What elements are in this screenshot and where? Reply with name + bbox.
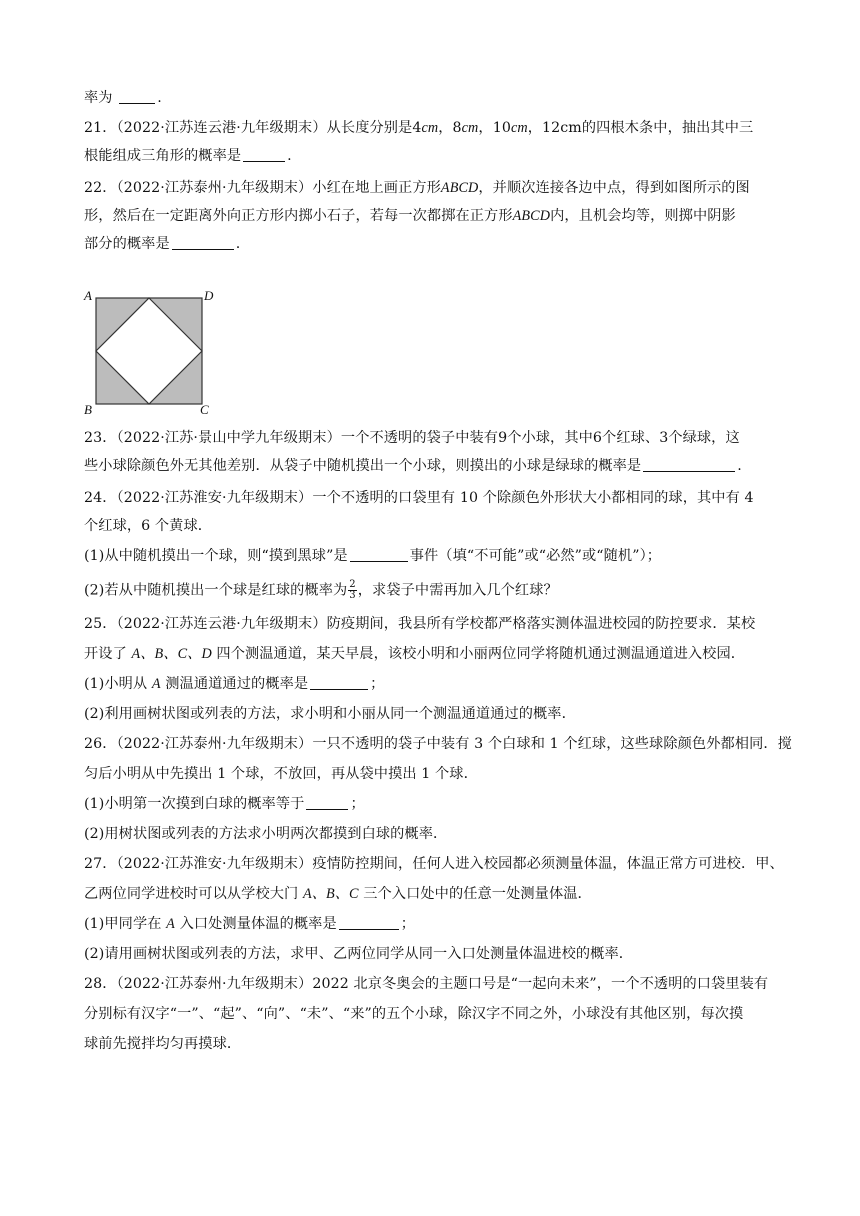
- unit: cm: [461, 120, 479, 136]
- text: ，8: [438, 120, 462, 136]
- question-21-line-2: [84, 146, 784, 166]
- text: .: [157, 90, 162, 106]
- question-28-line-1: [84, 974, 784, 994]
- question-27-line-1: [84, 854, 784, 874]
- text: (1)小明第一次摸到白球的概率等于: [84, 796, 305, 812]
- numerator: 2: [349, 579, 356, 590]
- text: 23．（2022·江苏·景山中学九年级期末）一个不透明的袋子中装有9个小球，其中6个红球、3个绿球，这: [84, 430, 740, 446]
- answer-blank: [243, 147, 285, 162]
- answer-blank: [350, 547, 408, 562]
- question-27-line-2: [84, 884, 784, 904]
- text: (2)利用画树状图或列表的方法，求小明和小丽从同一个测温通道通过的概率．: [84, 706, 576, 722]
- answer-blank: [643, 457, 735, 472]
- text: (1)小明从: [84, 676, 152, 692]
- label-c: C: [200, 402, 209, 417]
- answer-blank: [339, 915, 399, 930]
- text: 22．（2022·江苏泰州·九年级期末）小红在地上画正方形: [84, 180, 441, 196]
- text: 24．（2022·江苏淮安·九年级期末）一个不透明的口袋里有 10 个除颜色外形状大小都相同的球，其中有 4: [84, 490, 754, 506]
- text: 个红球，6 个黄球．: [84, 518, 213, 534]
- question-21-line-1: [84, 118, 784, 138]
- label-b: B: [84, 402, 92, 417]
- text: .: [287, 148, 292, 164]
- var: A: [151, 676, 161, 692]
- question-27-part-1: [84, 914, 784, 934]
- text: ，10: [478, 120, 511, 136]
- text: (2)请用画树状图或列表的方法，求甲、乙两位同学从同一入口处测量体温进校的概率．: [84, 946, 634, 962]
- text: 分别标有汉字“一”、“起”、“向”、“未”、“来”的五个小球，除汉字不同之外，小球没有其他区别，每次摸: [84, 1006, 744, 1022]
- question-22-line-3: [84, 234, 784, 254]
- var: ABCD: [440, 180, 479, 196]
- square-diagram: [84, 288, 224, 418]
- question-28-line-3: [84, 1034, 784, 1054]
- answer-blank: [310, 675, 368, 690]
- text: 些小球除颜色外无其他差别．从袋子中随机摸出一个小球，则摸出的小球是绿球的概率是: [84, 458, 642, 474]
- question-24-line-1: [84, 488, 784, 508]
- line-prev-question-tail: [84, 88, 784, 108]
- text: (1)甲同学在: [84, 916, 167, 932]
- text: ；: [400, 916, 416, 932]
- var: A: [166, 916, 175, 932]
- question-26-line-1: [84, 734, 792, 754]
- text: .: [235, 236, 241, 252]
- question-25-part-1: [84, 674, 784, 694]
- text: ，并顺次连接各边中点，得到如图所示的图: [478, 180, 750, 196]
- text: (2)若从中随机摸出一个球是红球的概率为: [84, 582, 348, 599]
- text: .: [737, 458, 742, 474]
- question-25-line-2: [84, 644, 784, 664]
- text: 三个入口处中的任意一处测量体温．: [358, 886, 592, 902]
- question-28-line-2: [84, 1004, 784, 1024]
- denominator: 3: [349, 590, 356, 601]
- question-22-line-1: [84, 178, 784, 198]
- text: 26．（2022·江苏泰州·九年级期末）一只不透明的袋子中装有 3 个白球和 1 个红球，这些球除颜色外都相同．搅: [84, 736, 792, 752]
- text: 四个测温通道，某天早晨，该校小明和小丽两位同学将随机通过测温通道进入校园．: [211, 646, 746, 662]
- question-24-part-1: [84, 546, 784, 566]
- label-a: A: [84, 288, 92, 303]
- answer-blank: [172, 235, 234, 250]
- text: ；: [370, 676, 385, 692]
- answer-blank: [119, 89, 155, 104]
- text: 乙两位同学进校时可以从学校大门: [84, 886, 303, 902]
- text: 21．（2022·江苏连云港·九年级期末）从长度分别是4: [84, 120, 422, 136]
- question-23-line-1: [84, 428, 784, 448]
- text: 球前先搅拌均匀再摸球．: [84, 1036, 242, 1052]
- text: 内，且机会均等，则掷中阴影: [550, 208, 736, 224]
- text: 27．（2022·江苏淮安·九年级期末）疫情防控期间，任何人进入校园都必须测量体温，体温正常方可进校．甲、: [84, 856, 784, 872]
- text: 部分的概率是: [84, 236, 170, 252]
- question-27-part-2: [84, 944, 784, 964]
- text: 25．（2022·江苏连云港·九年级期末）防疫期间，我县所有学校都严格落实测体温进校园的防控要求．某校: [84, 616, 756, 632]
- answer-blank: [306, 795, 348, 810]
- question-26-line-2: [84, 764, 784, 784]
- var: A、B、C: [302, 886, 359, 902]
- text: 28．（2022·江苏泰州·九年级期末）2022 北京冬奥会的主题口号是“一起向未来”，一个不透明的口袋里装有: [84, 976, 769, 992]
- label-d: D: [204, 288, 214, 303]
- text: ；: [350, 796, 365, 812]
- text: 入口处测量体温的概率是: [174, 916, 337, 932]
- question-24-line-2: [84, 516, 784, 536]
- text: 事件（填“不可能”或“必然”或“随机”）；: [409, 548, 662, 564]
- question-22-line-2: [84, 206, 784, 226]
- var: ABCD: [512, 208, 551, 224]
- text: 测温通道通过的概率是: [160, 676, 309, 692]
- text: 匀后小明从中先摸出 1 个球，不放回，再从袋中摸出 1 个球．: [84, 766, 478, 782]
- var: A、B、C、D: [131, 646, 212, 662]
- text: (2)用树状图或列表的方法求小明两次都摸到白球的概率．: [84, 826, 448, 842]
- text: 根能组成三角形的概率是: [84, 148, 242, 164]
- question-25-part-2: [84, 704, 784, 724]
- question-26-part-2: [84, 824, 784, 844]
- text: (1)从中随机摸出一个球，则“摸到黑球”是: [84, 548, 348, 564]
- question-24-part-2: [84, 580, 784, 601]
- question-25-line-1: [84, 614, 784, 634]
- square-figure: [84, 288, 224, 418]
- question-23-line-2: [84, 456, 784, 476]
- text: 形，然后在一定距离外向正方形内掷小石子，若每一次都掷在正方形: [84, 208, 513, 224]
- fraction: [348, 580, 356, 601]
- unit: cm: [510, 120, 528, 136]
- text: ，求袋子中需再加入几个红球？: [357, 582, 558, 599]
- text: 开设了: [84, 646, 132, 662]
- question-26-part-1: [84, 794, 784, 814]
- text: 率为: [84, 90, 118, 106]
- text: ，12cm的四根木条中，抽出其中三: [527, 120, 754, 136]
- unit: cm: [421, 120, 439, 136]
